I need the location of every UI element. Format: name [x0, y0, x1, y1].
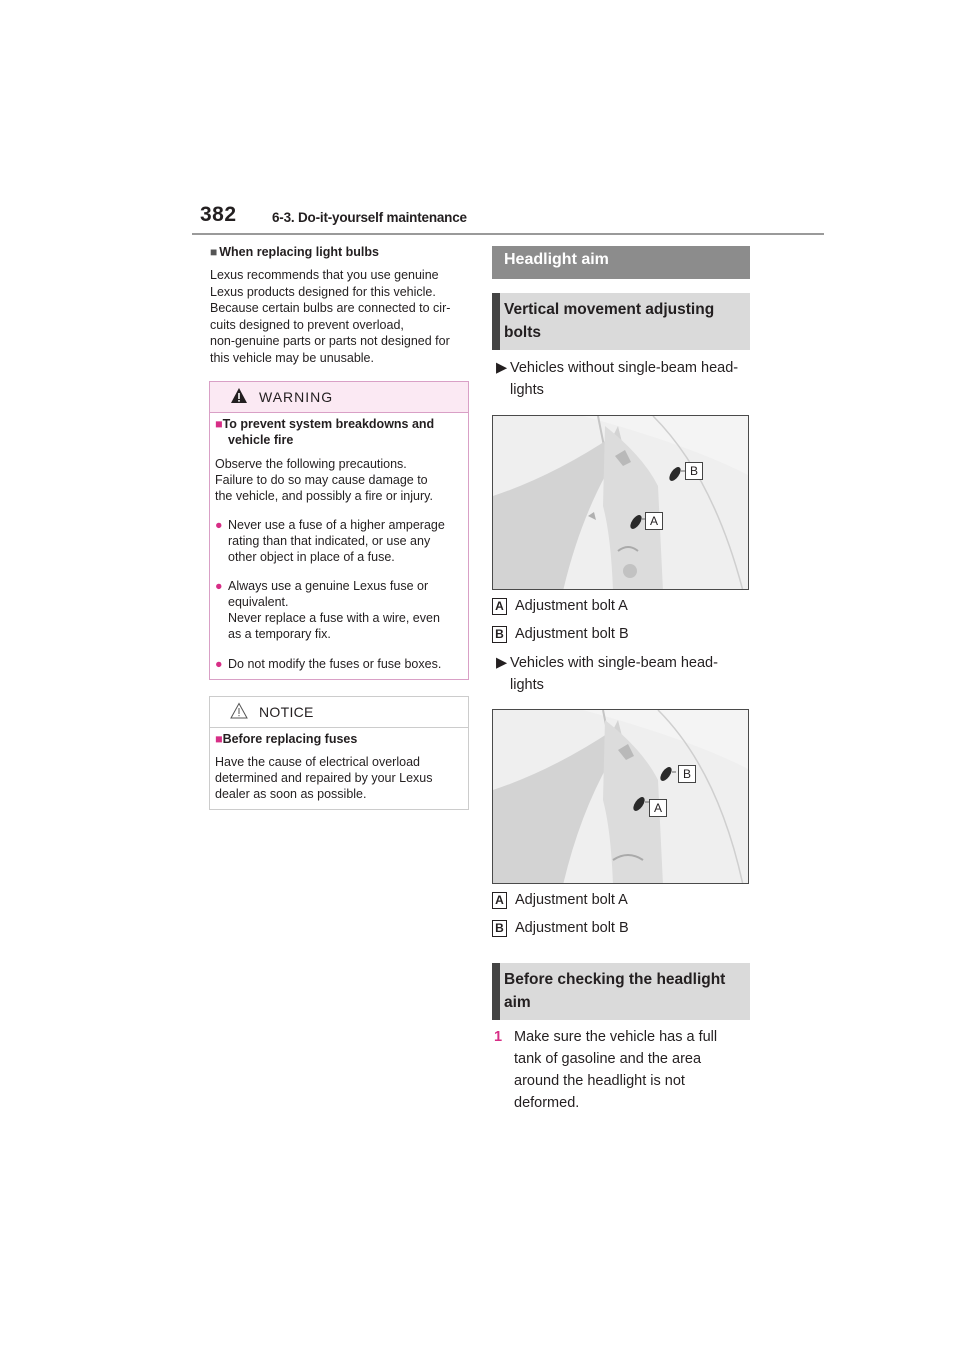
square-bullet-icon: ■	[210, 245, 218, 259]
warning-triangle-icon	[230, 387, 248, 405]
legend-text-b: Adjustment bolt B	[515, 920, 629, 936]
section-title: 6-3. Do-it-yourself maintenance	[272, 210, 467, 225]
caution-triangle-icon	[230, 702, 248, 720]
circle-bullet-icon: ●	[215, 657, 223, 671]
triangle-bullet-icon: ▶	[496, 655, 508, 671]
legend-letter-a: A	[492, 892, 507, 909]
step-text: Make sure the vehicle has a full tank of gasoline and the area around the headlight is not deformed.	[514, 1029, 718, 1111]
headlight-illustration	[493, 710, 749, 884]
page-number: 382	[200, 203, 237, 226]
warning-subheading	[215, 416, 434, 448]
step-number: 1	[494, 1029, 503, 1045]
warning-bullet-text: Do not modify the fuses or fuse boxes.	[228, 657, 442, 671]
heading-accent	[492, 293, 500, 350]
warning-bullet	[215, 578, 467, 642]
notice-box	[209, 696, 469, 810]
headlight-illustration	[493, 416, 749, 590]
figure-label-a: A	[649, 799, 667, 817]
legend-letter-a: A	[492, 598, 507, 615]
triangle-bullet-icon: ▶	[496, 360, 508, 376]
headlight-aim-heading	[492, 246, 750, 279]
figure-label-b: B	[678, 765, 696, 783]
legend-text-a: Adjustment bolt A	[515, 598, 628, 614]
figure-label-b: B	[685, 462, 703, 480]
warning-bullet	[215, 656, 467, 672]
before-checking-heading	[492, 963, 750, 1020]
warning-bullet-text: Always use a genuine Lexus fuse or equivalent. Never replace a fuse with a wire, even as a temporary fix.	[228, 579, 440, 641]
variant-title: Vehicles with single-beam head- lights	[510, 655, 718, 693]
notice-title: NOTICE	[259, 704, 314, 720]
warning-bullet	[215, 517, 467, 565]
warning-subheading-text: To prevent system breakdowns and vehicle fire	[222, 417, 435, 447]
warning-intro: Observe the following precautions. Failure to do so may cause damage to the vehicle, and possibly a fire or injury.	[215, 457, 433, 503]
square-bullet-icon: ■	[215, 732, 223, 746]
warning-title: WARNING	[259, 389, 334, 405]
replacing-bulbs-heading	[210, 245, 379, 259]
figure-label-a: A	[645, 512, 663, 530]
circle-bullet-icon: ●	[215, 518, 223, 532]
notice-subheading	[215, 732, 357, 746]
legend-letter-b: B	[492, 626, 507, 643]
warning-box	[209, 381, 469, 680]
header-divider	[192, 233, 824, 235]
headlight-aim-heading-text: Headlight aim	[504, 251, 609, 268]
before-checking-heading-text: Before checking the headlight aim	[504, 971, 726, 1011]
variant-with-single-beam	[496, 652, 756, 696]
headlight-figure-1	[492, 415, 749, 590]
variant-without-single-beam	[496, 357, 756, 401]
warning-header	[210, 382, 468, 413]
variant-title: Vehicles without single-beam head- lights	[510, 360, 739, 398]
legend-letter-b: B	[492, 920, 507, 937]
replacing-bulbs-body: Lexus recommends that you use genuine Lexus products designed for this vehicle. Because certain bulbs are connected to cir- cuits designed to prevent overload, non-genuine parts or parts not designed for this vehicle may be unusable.	[210, 268, 451, 365]
legend-text-b: Adjustment bolt B	[515, 626, 629, 642]
legend-text-a: Adjustment bolt A	[515, 892, 628, 908]
notice-body: Have the cause of electrical overload determined and repaired by your Lexus dealer as soon as possible.	[215, 755, 433, 801]
vertical-bolts-heading	[492, 293, 750, 350]
headlight-figure-2	[492, 709, 749, 884]
heading-accent	[492, 963, 500, 1020]
notice-subheading-text: Before replacing fuses	[222, 732, 358, 746]
vertical-bolts-heading-text: Vertical movement adjusting bolts	[504, 301, 715, 341]
step-item	[492, 1026, 752, 1114]
circle-bullet-icon: ●	[215, 579, 223, 593]
warning-bullet-text: Never use a fuse of a higher amperage rating than that indicated, or use any other object in place of a fuse.	[228, 518, 445, 564]
square-bullet-icon: ■	[215, 417, 223, 431]
replacing-bulbs-heading-text: When replacing light bulbs	[219, 245, 379, 259]
notice-header	[210, 697, 468, 728]
